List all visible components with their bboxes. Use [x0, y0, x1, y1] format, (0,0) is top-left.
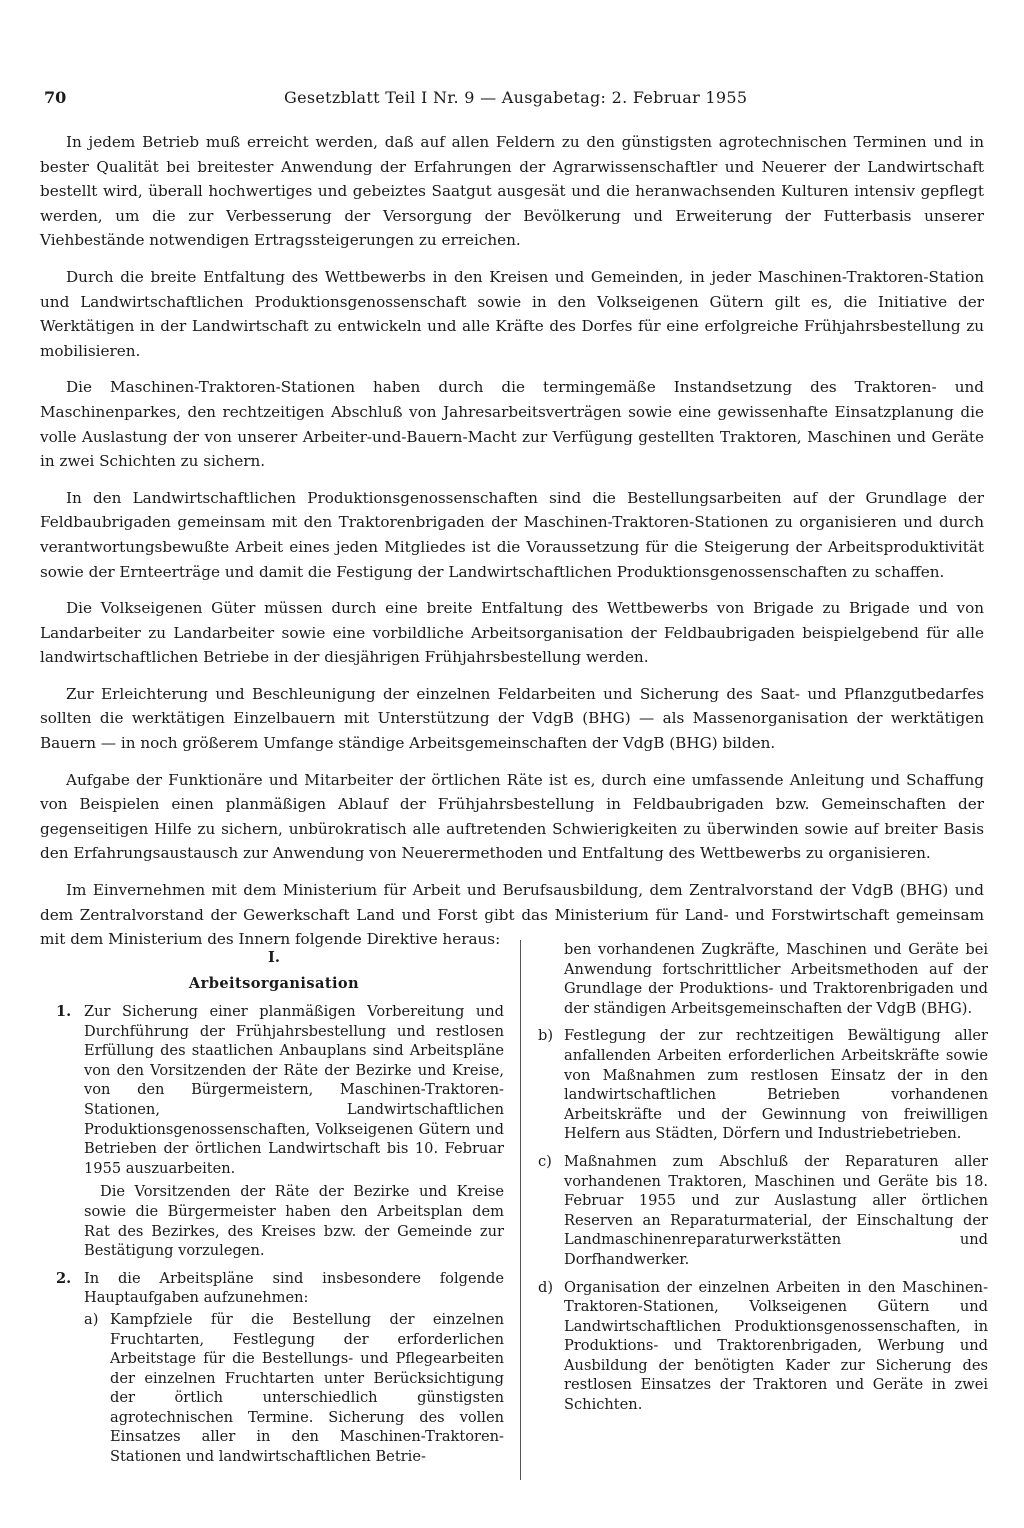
sub-item-text: Organisation der einzelnen Arbeiten in den Maschinen-Traktoren-Stationen, Volkseigenen Gütern und Landwirtschaftlichen Produktionsgenossenschaften, in Produktions- und Traktorenbrigaden, Werbung und Ausbildung der benötigten Kader zur Sicherung des restlosen Einsatzes der Traktoren und Geräte in zwei Schichten. — [564, 1278, 988, 1414]
page-number: 70 — [44, 88, 67, 107]
preamble-paragraph: Durch die breite Entfaltung des Wettbewerbs in den Kreisen und Gemeinden, in jeder Maschinen-Traktoren-Station und Landwirtschaftlichen Produktionsgenossenschaft sowie in den Volkseigenen Gütern gilt es, die Initiative der Werktätigen in der Landwirtschaft zu entwickeln und alle Kräfte des Dorfes für eine erfolgreiche Frühjahrsbestellung zu mobilisieren. — [40, 267, 984, 360]
column-divider — [520, 940, 521, 1480]
sub-item-a-continued: ben vorhandenen Zugkräfte, Maschinen und Geräte bei Anwendung fortschrittlicher Arbeitsmethoden auf der Grundlage der Produktions- und Traktorenbrigaden und der ständigen Arbeitsgemeinschaften der VdgB (BHG). — [564, 941, 988, 1017]
directive-item-2 — [44, 1269, 504, 1467]
section-numeral: I. — [268, 949, 280, 966]
item-text: Zur Sicherung einer planmäßigen Vorbereitung und Durchführung der Frühjahrsbestellung und restlosen Erfüllung des staatlichen Anbauplans sind Arbeitspläne von den Vorsitzenden der Räte der Bezirke und Kreise, von den Bürgermeistern, Maschinen-Traktoren-Stationen, Landwirtschaftlichen Produktionsgenossenschaften, Volkseigenen Gütern und Betrieben der örtlichen Landwirtschaft bis 10. Februar 1955 auszuarbeiten. — [84, 1003, 504, 1177]
item-text-continued: Die Vorsitzenden der Räte der Bezirke und Kreise sowie die Bürgermeister haben den Arbeitsplan dem Rat des Bezirkes, des Kreises bzw. der Gemeinde zur Bestätigung vorzulegen. — [84, 1183, 504, 1260]
running-head: Gesetzblatt Teil I Nr. 9 — Ausgabetag: 2. Februar 1955 — [284, 88, 748, 107]
preamble-paragraph: Die Maschinen-Traktoren-Stationen haben durch die termingemäße Instandsetzung des Traktoren- und Maschinenparkes, den rechtzeitigen Abschluß von Jahresarbeitsverträgen sowie eine gewissenhafte Einsatzplanung die volle Auslastung der von unserer Arbeiter-und-Bauern-Macht zur Verfügung gestellten Traktoren, Maschinen und Geräte in zwei Schichten zu sichern. — [40, 378, 984, 471]
item-number: 2. — [56, 1269, 72, 1287]
sub-item-a — [84, 1310, 504, 1467]
sub-item-d — [538, 1278, 988, 1415]
section-title: Arbeitsorganisation — [188, 975, 360, 992]
sub-item-label: c) — [538, 1152, 552, 1170]
sub-item-label: d) — [538, 1278, 554, 1296]
sub-item-text: Festlegung der zur rechtzeitigen Bewältigung aller anfallenden Arbeiten erforderlichen Arbeitskräfte sowie von Maßnahmen zum restlosen Einsatz der in den landwirtschaftlichen Betrieben vorhandenen Arbeitskräfte und der Gewinnung von freiwilligen Helfern aus Städten, Dörfern und Industriebetrieben. — [564, 1027, 988, 1143]
directive-item-1 — [44, 1002, 504, 1261]
left-column — [44, 940, 504, 1475]
preamble-paragraph: In den Landwirtschaftlichen Produktionsgenossenschaften sind die Bestellungsarbeiten auf der Grundlage der Feldbaubrigaden gemeinsam mit den Traktorenbrigaden der Maschinen-Traktoren-Stationen zu organisieren und durch verantwortungsbewußte Arbeit eines jeden Mitgliedes ist die Voraussetzung für die Steigerung der Arbeitsproduktivität sowie der Ernteerträge und damit die Festigung der Landwirtschaftlichen Produktionsgenossenschaften zu schaffen. — [40, 488, 984, 581]
sub-item-b — [538, 1026, 988, 1144]
directive-columns — [44, 940, 988, 1480]
item-text: In die Arbeitspläne sind insbesondere folgende Hauptaufgaben aufzunehmen: — [84, 1269, 504, 1307]
preamble — [40, 130, 984, 964]
sub-item-label: a) — [84, 1310, 99, 1328]
preamble-paragraph: Zur Erleichterung und Beschleunigung der einzelnen Feldarbeiten und Sicherung des Saat- und Pflanzgutbedarfes sollten die werktätigen Einzelbauern mit Unterstützung der VdgB (BHG) — als Massenorganisation der werktätigen Bauern — in noch größerem Umfange ständige Arbeitsgemeinschaften der VdgB (BHG) bilden. — [40, 684, 984, 753]
preamble-paragraph: Im Einvernehmen mit dem Ministerium für Arbeit und Berufsausbildung, dem Zentralvorstand der VdgB (BHG) und dem Zentralvorstand der Gewerkschaft Land und Forst gibt das Ministerium für Land- und Forstwirtschaft gemeinsam mit dem Ministerium des Innern folgende Direktive heraus: — [40, 881, 984, 949]
item-number: 1. — [56, 1003, 72, 1020]
sub-item-label: b) — [538, 1027, 554, 1045]
sub-item-c — [538, 1152, 988, 1270]
page-header — [44, 88, 984, 112]
preamble-paragraph: In jedem Betrieb muß erreicht werden, daß auf allen Feldern zu den günstigsten agrotechnischen Terminen und in bester Qualität bei breitester Anwendung der Erfahrungen der Agrarwissenschaftler und Neuerer der Landwirtschaft bestellt wird, überall hochwertiges und gebeiztes Saatgut ausgesät und die heranwachsenden Kulturen intensiv gepflegt werden, um die zur Verbesserung der Versorgung der Bevölkerung und Erweiterung der Futterbasis unserer Viehbestände notwendigen Ertragssteigerungen zu erreichen. — [40, 133, 984, 250]
sub-item-text: Kampfziele für die Bestellung der einzelnen Fruchtarten, Festlegung der erforderlichen Arbeitstage für die Bestellungs- und Pflegearbeiten der einzelnen Fruchtarten unter Berücksichtigung der örtlich unterschiedlich günstigsten agrotechnischen Termine. Sicherung des vollen Einsatzes aller in den Maschinen-Traktoren-Stationen und landwirtschaftlichen Betrie- — [110, 1310, 504, 1466]
preamble-paragraph: Aufgabe der Funktionäre und Mitarbeiter der örtlichen Räte ist es, durch eine umfassende Anleitung und Schaffung von Beispielen einen planmäßigen Ablauf der Frühjahrsbestellung in Feldbaubrigaden bzw. Gemeinschaften der gegenseitigen Hilfe zu sichern, unbürokratisch alle auftretenden Schwierigkeiten zu überwinden sowie auf breiter Basis den Erfahrungsaustausch zur Anwendung von Neuerermethoden und Entfaltung des Wettbewerbs zu organisieren. — [40, 770, 984, 863]
sub-item-text: Maßnahmen zum Abschluß der Reparaturen aller vorhandenen Traktoren, Maschinen und Geräte bis 18. Februar 1955 und zur Auslastung aller örtlichen Reserven an Reparaturmaterial, der Einschaltung der Landmaschinenreparaturwerkstätten und Dorfhandwerker. — [564, 1152, 988, 1268]
right-column — [538, 940, 988, 1423]
preamble-paragraph: Die Volkseigenen Güter müssen durch eine breite Entfaltung des Wettbewerbs von Brigade zu Brigade und von Landarbeiter zu Landarbeiter sowie eine vorbildliche Arbeitsorganisation der Feldbaubrigaden beispielgebend für alle landwirtschaftlichen Betriebe in der diesjährigen Frühjahrsbestellung werden. — [40, 599, 984, 667]
